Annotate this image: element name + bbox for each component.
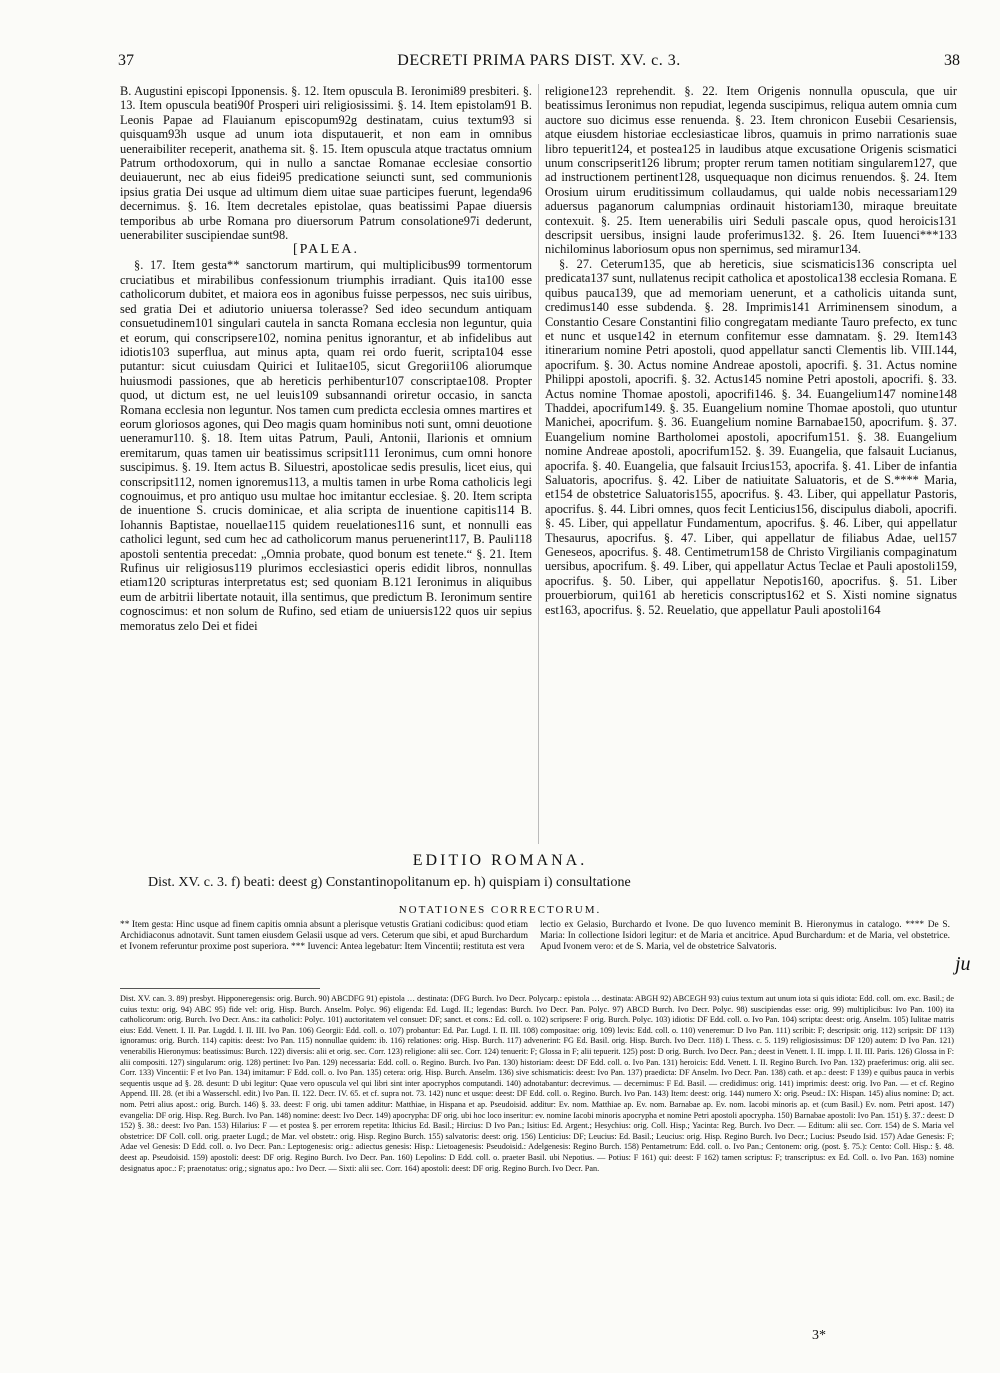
signature-mark: 3* xyxy=(812,1328,826,1343)
apparatus-separator xyxy=(120,988,320,989)
running-title: DECRETI PRIMA PARS DIST. XV. c. 3. xyxy=(397,52,681,69)
handwritten-margin-note: ju xyxy=(955,953,971,975)
page-number-left: 37 xyxy=(118,52,134,69)
right-paragraph-1: religione123 reprehendit. §. 22. Item Origenis nonnulla opuscula, que uir beatissimus Ieronimus non repudiat, legenda suscipimus, reliqua autem omnia cum auctore suo dicimus esse renuenda. §. 23. Item chronicon Eusebii Cesariensis, atque eiusdem historiae ecclesiasticae libros, quamuis in primo narrationis suae libro tepuerit124, et postea125 in laudibus atque excusatione Origenis scismatici unum conscripserit126 librum; propter rerum tamen notitiam singularem127, que ad instructionem pertinent128, usquequaque non dicimus renuendos. §. 24. Item Orosium uirum eruditissimum collaudamus, qui ualde nobis necessariam129 aduersus paganorum calumpnias ordinauit historiam130, miraque breuitate contexuit. §. 25. Item uenerabilis uiri Seduli pascale opus, quod heroicis131 descripsit uersibus, insigni laude proferimus132. §. 26. Item Iuuenci***133 nichilominus laboriosum opus non spernimus, sed miramur134. xyxy=(545,84,957,257)
page-number-right: 38 xyxy=(944,52,960,69)
left-paragraph-1: B. Augustini episcopi Ipponensis. §. 12. Item opuscula B. Ieronimi89 presbiteri. §. 13. Item opuscula beati90f Prosperi uiri religiosissimi. §. 14. Item epistolam91 B. Leonis Papae ad Flauianum episcopum92g destinatam, cuius textum93 si quisquam93h usque ad unum iota disputauerit, et non eam in omnibus ueneraibiliter receperit, anathema sit. §. 15. Item opuscula atque tractatus omnium Patrum orthodoxorum, qui in nullo a sanctae Romanae ecclesiae consortio deuiauerunt, nec ab eius fidei95 predicatione seiuncti sunt, sed communionis ipsius gratia Dei usque ad ultimum diem uitae suae participes fuerunt, legenda96 decernimus. §. 16. Item decretales epistolae, quas beatissimi Papae diuersis temporibus ab urbe Romana pro diuersorum Patrum consolatione97i dederunt, uenerabiliter suscipiendae sunt98. xyxy=(120,84,532,243)
notationes-left: ** Item gesta: Hinc usque ad finem capitis omnia absunt a plerisque vetustis Gratiani codicibus: quod etiam Archidiaconus adnotavit. Sunt tamen eiusdem Gelasii usque ad vers. Ceterum que sibi, et apud Burchardum et Ivonem referuntur proxime post superiora. *** Iuvenci: Antea legebatur: Item Vincentii; restituta est vera xyxy=(120,920,528,952)
right-paragraph-2: §. 27. Ceterum135, que ab hereticis, siue scismaticis136 conscripta uel predicata137 sunt, nullatenus recipit catholica et apostolica138 ecclesia Romana. E quibus pauca139, que ad memoriam uenerunt, et a catholicis uitanda sunt, credimus140 esse subdenda. §. 28. Imprimis141 Arriminensem sinodum, a Constantio Cesare Constantini filio congregatam mediante Tauro prefecto, ex tunc et nunc et usque142 in eternum confitemur esse damnatam. §. 29. Item143 itinerarium nomine Petri apostoli, quod appellatur sancti Clementis lib. VIII.144, apocrifum. §. 30. Actus nomine Andreae apostoli, apocrifi. §. 31. Actus nomine Philippi apostoli, apocrifi. §. 32. Actus145 nomine Petri apostoli, apocrifi. §. 33. Actus nomine Thomae apostoli, apocrifi146. §. 34. Euangelium147 nomine148 Thaddei, apocrifum149. §. 35. Euangelium nomine Thomae apostoli, quo utuntur Manichei, apocrifum. §. 36. Euangelium nomine Barnabae150, apocrifum. §. 37. Euangelium nomine Bartholomei apostoli, apocrifum151. §. 38. Euangelium nomine Andreae apostoli, apocrifum152. §. 39. Euangelia, que falsauit Lucianus, apocrifa. §. 40. Euangelia, que falsauit Ircius153, apocrifa. §. 41. Liber de infantia Saluatoris, apocrifus. §. 42. Liber de natiuitate Saluatoris, et de S.**** Maria, et154 de obstetrice Saluatoris155, apocrifus. §. 43. Liber, qui appellatur Pastoris, apocrifus. §. 44. Libri omnes, quos fecit Lenticius156, discipulus diaboli, apocrifi. §. 45. Liber, qui appellatur Fundamentum, apocrifus. §. 46. Liber, qui appellatur Thesaurus, apocrifus. §. 47. Liber, qui appellatur de filiabus Adae, uel157 Geneseos, apocrifus. §. 48. Centimetrum158 de Christo Virgilianis compaginatum uersibus, apocrifum. §. 49. Liber, qui appellatur Actus Teclae et Pauli apostoli159, apocrifus. §. 50. Liber, qui appellatur Nepotis160, apocrifus. §. 51. Liber prouerbiorum, qui161 ab hereticis conscriptus162 et S. Xisti nomine signatus est163, apocrifus. §. 52. Reuelatio, que appellatur Pauli apostoli164 xyxy=(545,256,957,617)
critical-apparatus: Dist. XV. can. 3. 89) presbyt. Hipponeregensis: orig. Burch. 90) ABCDFG 91) epistola … destinata: (DFG Burch. Ivo Decr. Polycarp.: epistola … destinata: ABGH 92) ABCEGH 93) cuius textum aut unum iota si quis idiota: Edd. coll. om. exc. Basil.; de cuius textu: orig. 94) ABC 95) fide vel: orig. Hisp. Burch. Anselm. Polyc. 96) eligenda: Ed. Lugd. II.; legendas: Burch. Ivo Decr. Pan. Polyc. 97) ABCD Burch. Ivo Decr. Polyc. 98) suscipiendas esse: orig. 99) multiplicibus: Ivo Pan. 100) ita catholicorum: orig. Burch. Ivo Decr. Ans.: ita catholici: Polyc. 101) auctoritatem vel consuet: DF; sanct. et cons.: Ed. coll. o. 102) scripsere: F orig. Burch. Polyc. 103) idiotis: DF Edd. coll. o. Ivo Pan. 104) scripta: deest: orig. Anselm. 105) Iulitae matris eius: Edd. Venett. I. II. Par. Lugdd. I. II. III. Ivo Pan. 106) Georgii: Edd. coll. o. 107) probantur: Ed. Par. Lugd. I. II. III. 108) compositae: orig. 109) levis: Edd. coll. o. 110) veneremur: D Ivo Pan. 111) scribit: F; descripsit: orig. 112) scripsit: DF 113) ignoramus: orig. Burch. 114) capitis: deest: Ivo Pan. 115) nonnullae quidem: ib. 116) relationes: orig. Hisp. Burch. 117) advenerint: FG Ed. Basil. orig. Hisp. Burch. Ivo Decr. 118) I. Thess. c. 5. 119) religiosissimus: DF 120) autem: D Ivo Pan. 121) venerabilis Hieronymus: beatissimus: Burch. 122) diversis: alii et orig. sec. Corr. 123) religione: alii sec. Corr. 124) tenuerit: F; Glossa in F; alii tepuerit. 125) post: D orig. Burch. Ivo Decr. Pan.; deest in Venett. I. II. impp. I. II. III. Paris. 126) Glossa in F: alii compositi. 127) singularum: orig. 128) pertinet: Ivo Pan. 129) necessaria: Edd. coll. o. Regino. Burch. Ivo Pan. 130) historiam: deest: DF Edd. coll. o. Ivo Pan. 131) heroicis: Edd. Venett. I. II. Regino Burch. Ivo Pan. 132) praeferimus: orig. alii sec. Corr. 133) Vincentii: F et Ivo Pan. 134) imitamur: F Edd. coll. o. Ivo Pan. 135) cetera: orig. Hisp. Burch. Anselm. 136) sive schismaticis: deest: Ivo Pan. 137) praedicta: DF Anselm. Ivo Decr. Pan. 138) cath. et ap.: deest: F 139) e quibus pauca in verbis sequentis usque ad §. 28. desunt: D ubi legitur: Quae vero opuscula vel qui libri sint inter apocryphos computandi. 140) adnotabantur: decrevimus. — decernimus: F Ed. Basil. — credidimus: orig. 141) imprimis: deest: orig. Ivo Pan. — et cf. Regino Append. III. 28. (et ibi a Wasserschl. edit.) Ivo Pan. II. 122. Decr. IV. 65. et cf. supra not. 73. 142) nunc et usque: deest: DF Edd. coll. o. Regino. Burch. Ivo Pan. 143) Item: deest: orig. 144) numero X: orig. Pseud.: IX: Hispan. 145) alius nomine: D; act. nom. Petri alius apost.: orig. Burch. 146) §. 33. deest: F orig. ubi tamen additur: Matthiae, in Hispana et ap. Pseudoisid. additur: Ev. nom. Matthiae ap. Ev. nom. Barnabae ap. Ev. nom. Iacobi minoris ap. et (cum Basil.) Ev. nom. Petri apost. 147) evangelia: DF orig. Hisp. Reg. Burch. Ivo Pan. 148) nomine: deest: Ivo Decr. 149) apocrypha: DF orig. ubi hoc loco inseritur: ev. nomine Iacobi minoris apocrypha et nomine Petri apostoli apocrypha. 150) Barnabae apostoli: Ivo Pan. 151) §. 37.: deest: D 152) §. 38.: deest: Ivo Pan. 153) Hilarius: F — et postea §. per errorem repetita: Ithicius Ed. Basil.; Hircius: D Ivo Pan.; Isitius: Ed. Argent.; Hesychius: orig. Coll. Hisp.; Yacinta: Reg. Burch. Ivo Decr. — Editum: alii sec. Corr. 154) de S. Maria vel obstetrice: DF Coll. coll. orig. praeter Lugd.; de Mar. vel obstetr.: orig. Hisp. Regino Burch. 155) salvatoris: deest: orig. 156) Lenticius: DF; Leucius: Ed. Basil.; Leucius: orig. Hisp. Regino Burch. Ivo Decr.; Lucius: Pseudo Isid. 157) Adae Genesis: F; Adae vel Genesis: D Edd. coll. o. Ivo Decr. Pan.: Leptogenesis: orig.: adiectus genesis: Hisp.: Lietoagenesis: Pseudoisid.: Adelgenesis: Regino Burch. 158) Pentametrum: Edd. coll. o. Ivo Pan.; Centonem: orig. (post. §. 75.): Cento: Coll. Hisp.: §. 48. deest ap. Pseudoisid. 159) apostoli: deest: DF orig. Regino Burch. Ivo Decr. Pan. 160) Lepolins: D Edd. coll. o. praeter Basil. ubi Nepotius. — Potius: F 161) qui: deest: F 162) tamen scriptus: F; transcriptus: ex Ed. Coll. o. Ivo Pan. 163) nomine designatus apoc.: F; praenotatus: orig.; signatus apo.: Ivo Decr. — Sixti: alii sec. Corr. 164) apostoli: deest: DF orig. Regino Burch. Ivo Decr. Pan. xyxy=(120,994,954,1173)
left-column xyxy=(120,84,532,633)
right-column xyxy=(545,84,957,617)
column-divider xyxy=(538,84,539,844)
page-header xyxy=(118,52,960,76)
notationes-heading: NOTATIONES CORRECTORUM. xyxy=(398,904,602,916)
palea-heading: [PALEA. xyxy=(293,242,359,258)
notationes-right: lectio ex Gelasio, Burchardo et Ivone. De quo Iuvenco meminit B. Hieronymus in catalogo. **** De S. Maria: In collectione Isidori legitur: et de Maria et ancitrice. Apud Burchardum: et de Maria, vel obstetrice. Apud Ivonem vero: et de S. Maria, vel de obstetrice Salvatoris. xyxy=(540,920,950,952)
left-paragraph-2: §. 17. Item gesta** sanctorum martirum, qui multiplicibus99 tormentorum cruciatibus et mirabilibus confessionum triumphis irradiant. Quis ita100 esse catholicorum dubitet, et maiora eos in agonibus fuisse perpessos, nec suis uiribus, sed gratia Dei et adiutorio uniuersa tolerasse? Sed ideo secundum antiquam consuetudinem101 singulari cautela in sancta Romana ecclesia non leguntur, quia et eorum, qui conscripsere102, nomina penitus ignorantur, et ab infidelibus aut idiotis103 superflua, aut minus apta, quam rei ordo fuerit, scripta104 esse putantur: sicut cuiusdam Quirici et Iulitae105, sicut Gregorii106 aliorumque huiusmodi passiones, que ab hereticis perhibentur107 conscriptae108. Propter quod, ut dictum est, ne uel leuis109 subsannandi oriretur occasio, in sancta Romana ecclesia non leguntur. Nos tamen cum predicta ecclesia omnes martires et eorum gloriosos agones, qui Deo magis quam hominibus noti sunt, omni deuotione ueneramur110. §. 18. Item uitas Patrum, Pauli, Antonii, Ilarionis et omnium eremitarum, quas tamen uir beatissimus scripsit111 Ieronimus, cum omni honore suscipimus. §. 19. Item actus B. Siluestri, apostolicae sedis presulis, licet eius, qui conscripsit112, nomen ignoremus113, a multis tamen in urbe Roma catholicis legi cognouimus, et pro antiquo usu multae hoc imitantur ecclesiae. §. 20. Item scripta de inuentione S. crucis dominicae, et alia scripta de inuentione capitis114 B. Iohannis Baptistae, nouellae115 quidem reuelationes116 sunt, et nonnulli eas catholici legunt, sed cum hec ad catholicorum manus peruenerint117, B. Pauli118 apostoli sententia precedat: „Omnia probate, quod bonum est tenete.“ §. 21. Item Rufinus uir religiosus119 plurimos ecclesiastici operis edidit libros, nonnullas etiam120 scripturas interpretatus est; sed quoniam B.121 Ieronimus in aliquibus eum de arbitrii libertate notauit, illa sentimus, que predictum B. Ieronimum sentire cognoscimus: et non solum de Rufino, sed etiam de uniuersis122 quos uir sepius memoratus zelo Dei et fidei xyxy=(120,258,532,633)
editio-romana-line: Dist. XV. c. 3. f) beati: deest g) Constantinopolitanum ep. h) quispiam i) consultatione xyxy=(148,875,631,890)
editio-romana-heading: EDITIO ROMANA. xyxy=(412,852,588,869)
